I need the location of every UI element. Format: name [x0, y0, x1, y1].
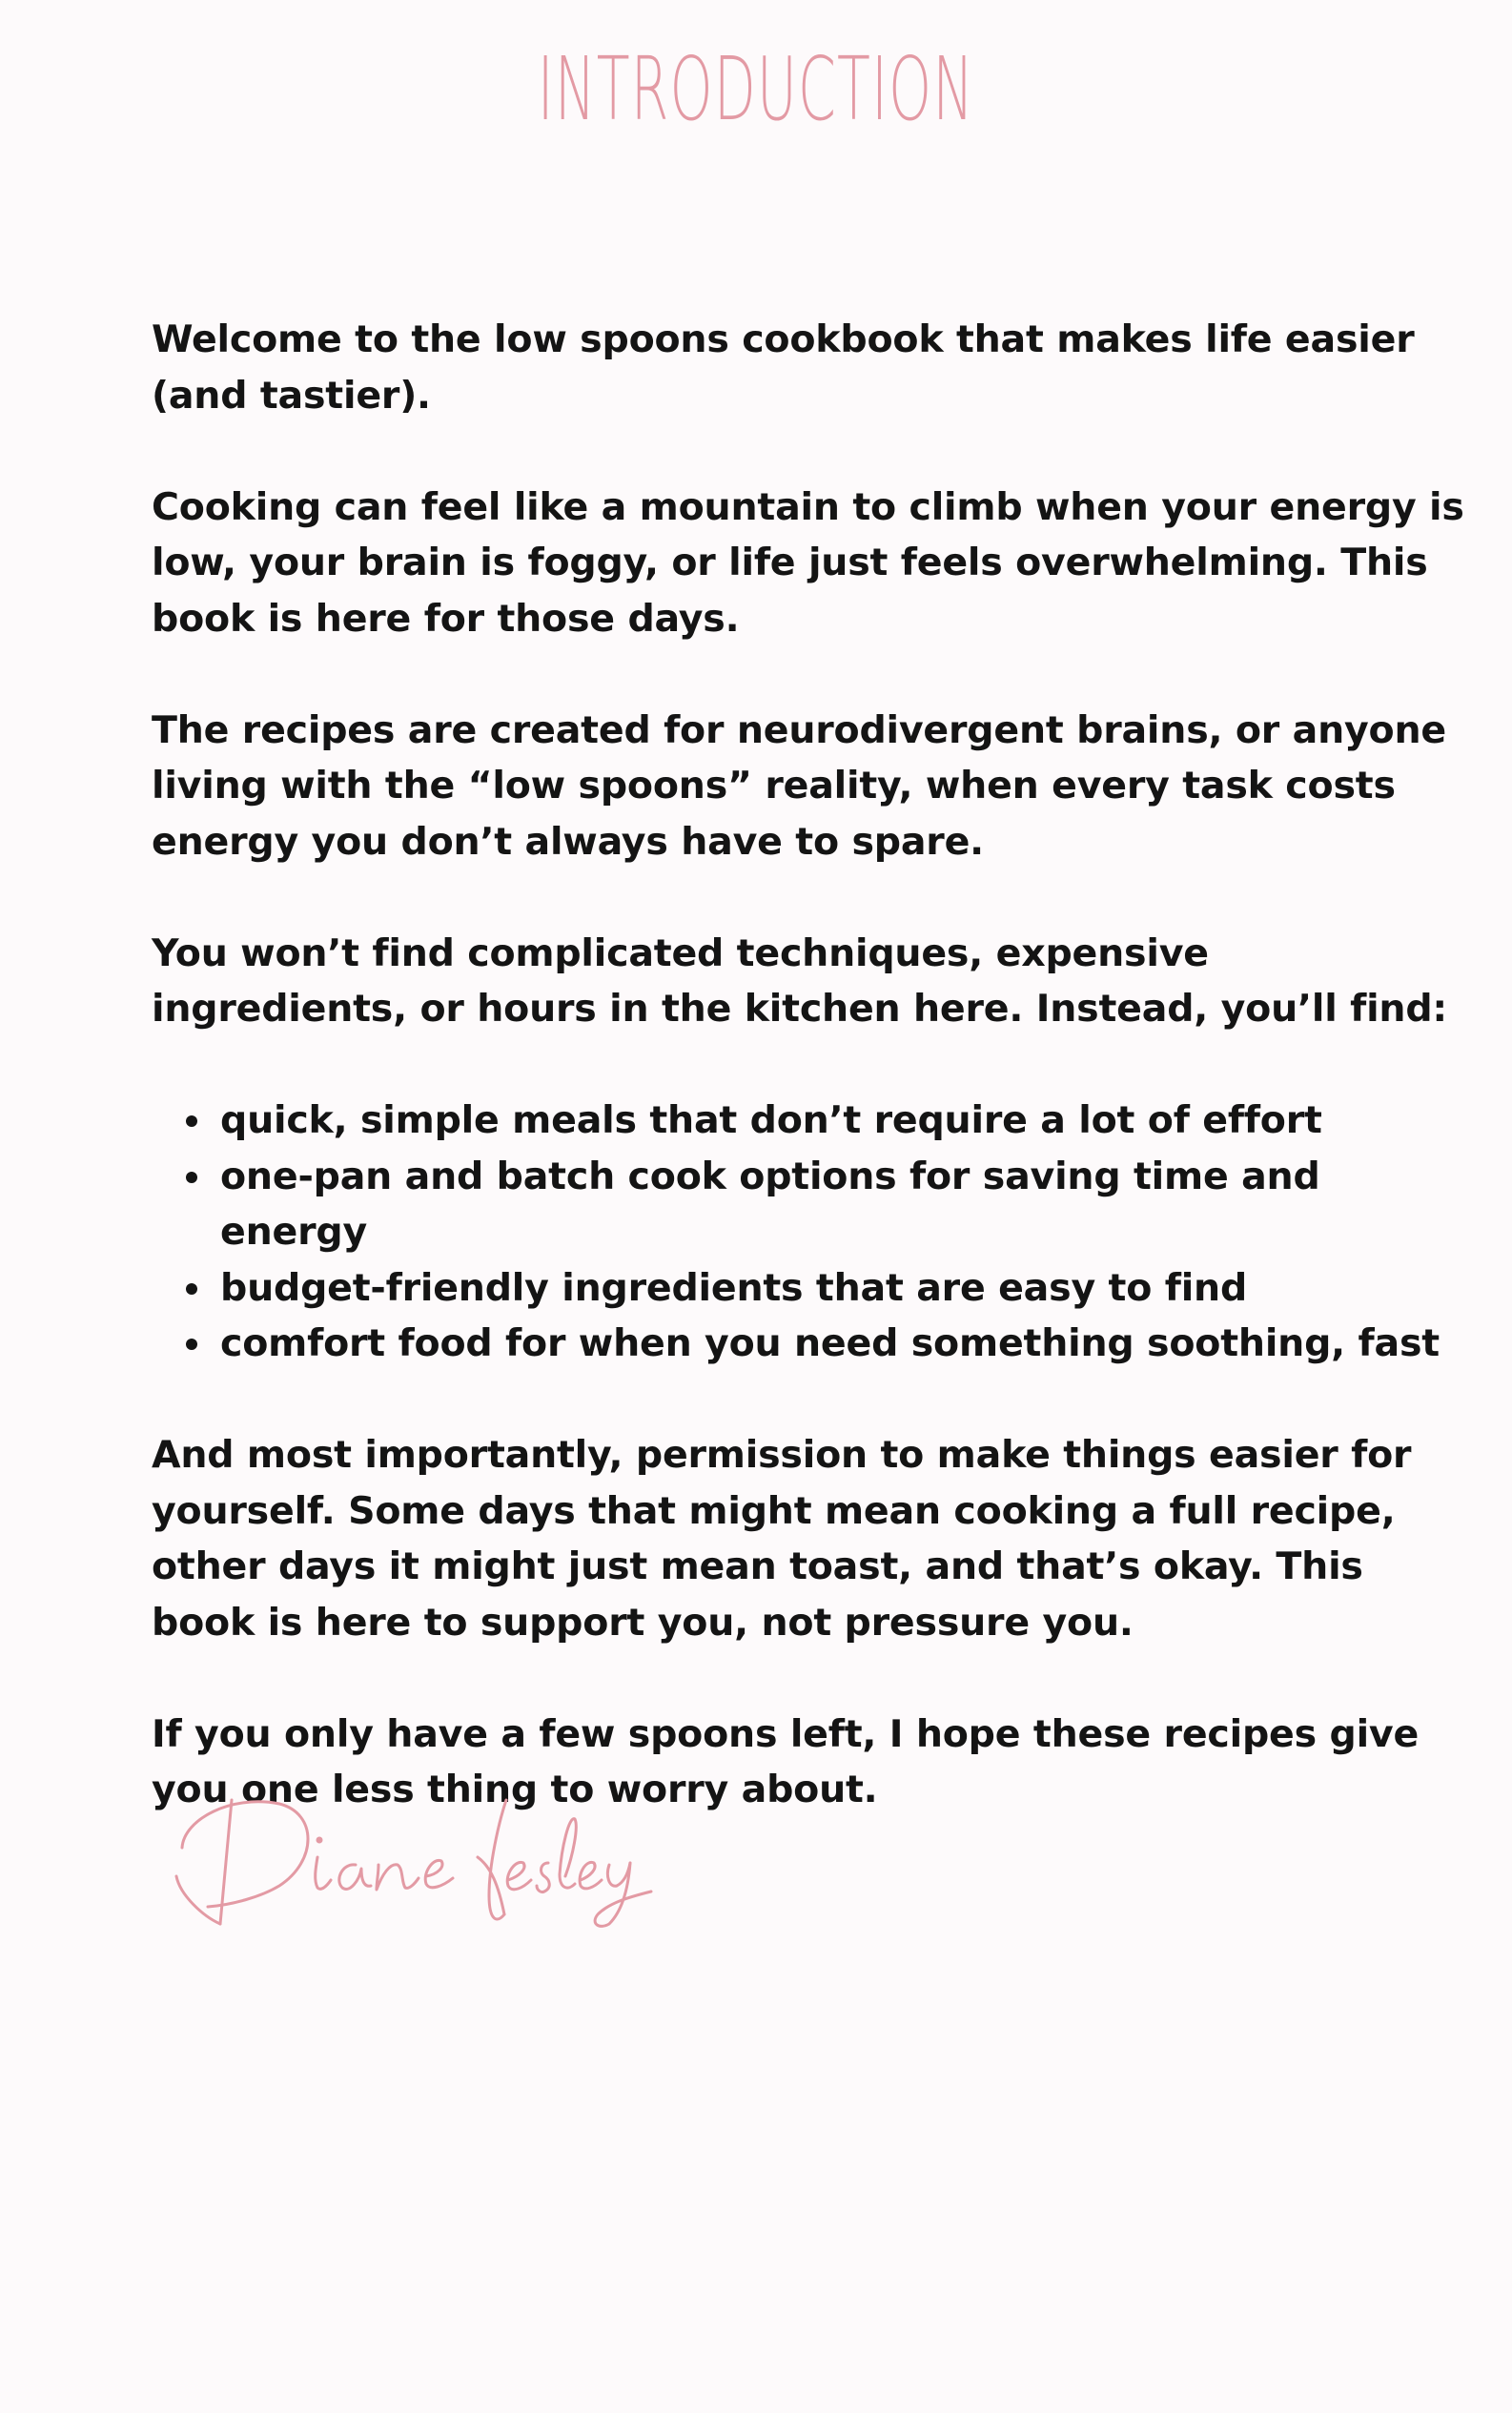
list-item-text: comfort food for when you need something soothing, fast — [220, 1321, 1440, 1365]
handwritten-signature — [174, 1781, 670, 1929]
bullet-icon — [186, 1283, 197, 1295]
paragraph-recipes: The recipes are created for neurodivergent brains, or anyone living with the “low spoons” reality, when every task costs energy you don’t always have to spare. — [152, 707, 1447, 864]
page-title: INTRODUCTION — [537, 38, 975, 140]
paragraph-few-spoons: If you only have a few spoons left, I hope these recipes give you one less thing to worry about. — [152, 1711, 1420, 1811]
bullet-icon — [186, 1339, 197, 1350]
features-list — [152, 1093, 1467, 1372]
list-item-text: one-pan and batch cook options for saving time and energy — [220, 1154, 1320, 1254]
bullet-icon — [186, 1172, 197, 1183]
list-item — [152, 1149, 1467, 1260]
list-item-text: quick, simple meals that don’t require a lot of effort — [220, 1098, 1322, 1142]
paragraph-you-wont-find: You won’t find complicated techniques, expensive ingredients, or hours in the kitchen here. Instead, you’ll find: — [152, 930, 1447, 1031]
paragraph-permission: And most importantly, permission to make things easier for yourself. Some days that might mean cooking a full recipe, other days it might just mean toast, and that’s okay. This book is here to support you, not pressure you. — [152, 1433, 1412, 1645]
bullet-icon — [186, 1115, 197, 1127]
paragraph-welcome: Welcome to the low spoons cookbook that makes life easier (and tastier). — [152, 317, 1415, 418]
intro-body — [152, 312, 1467, 1873]
paragraph-cooking: Cooking can feel like a mountain to climb when your energy is low, your brain is foggy, or life just feels overwhelming. This book is here for those days. — [152, 484, 1464, 641]
list-item — [152, 1093, 1467, 1149]
list-item-text: budget-friendly ingredients that are easy to find — [220, 1265, 1248, 1310]
list-item — [152, 1260, 1467, 1317]
list-item — [152, 1316, 1467, 1372]
